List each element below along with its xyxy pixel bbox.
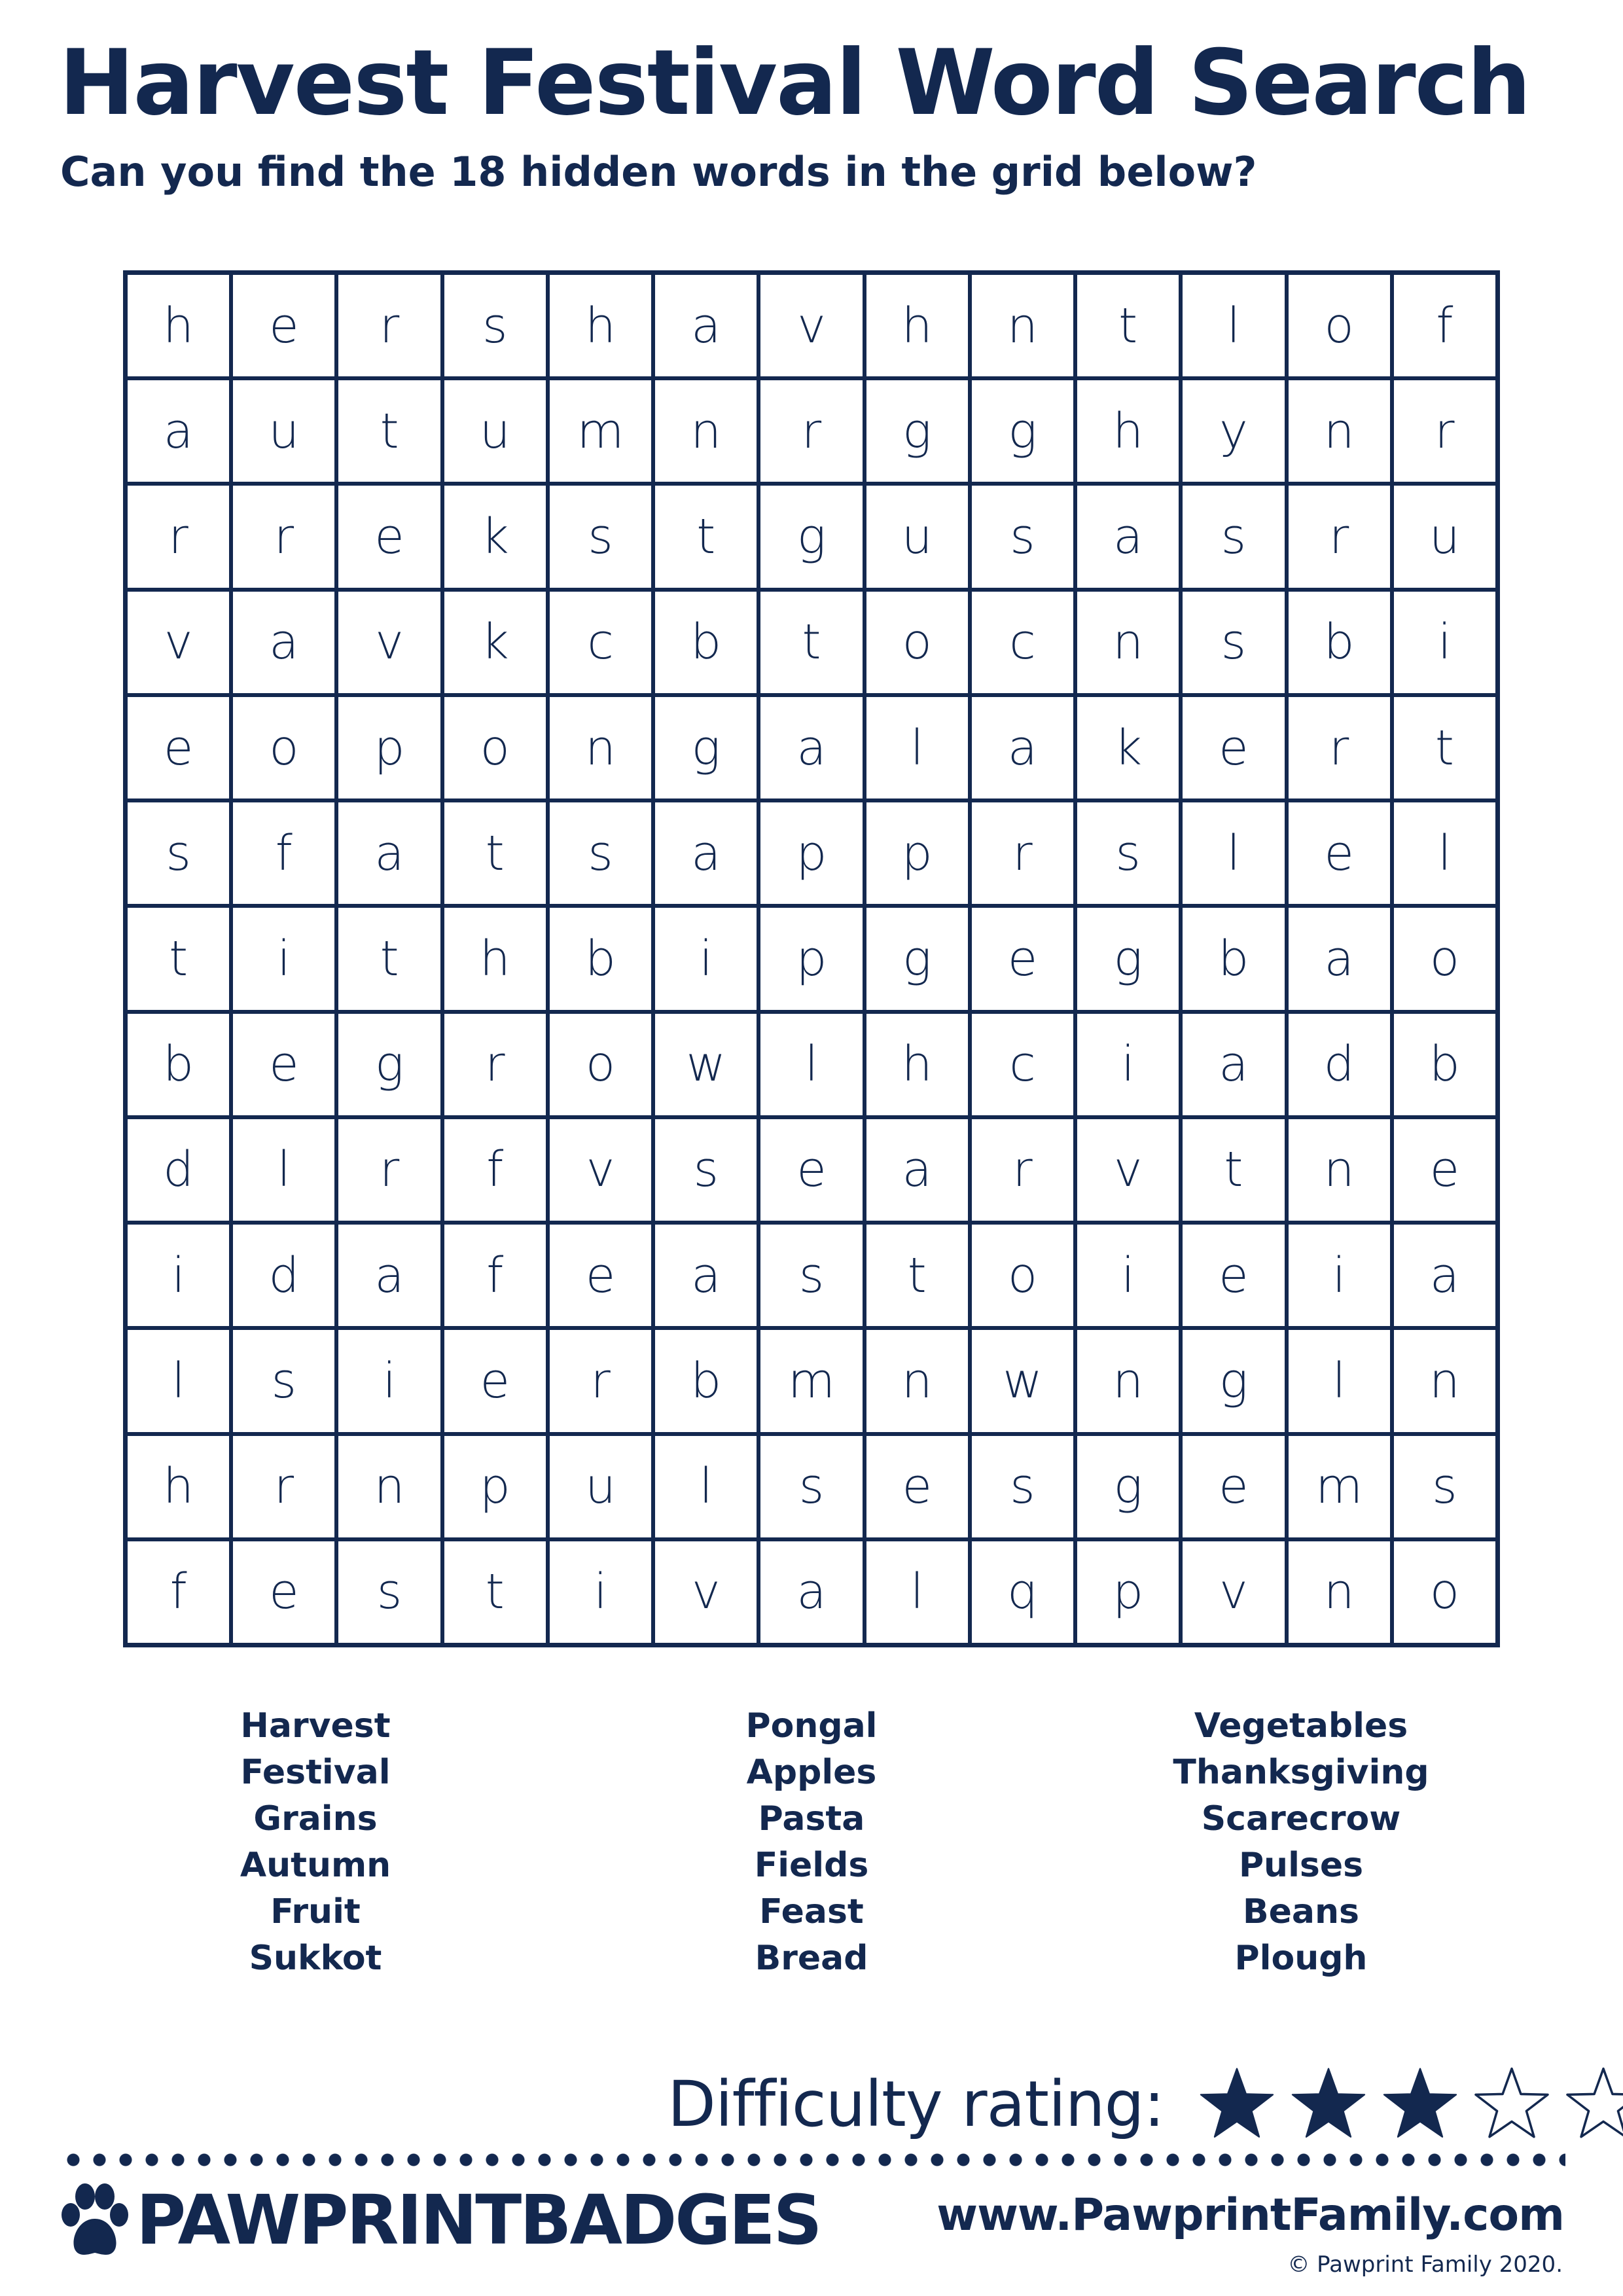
word-list-column-2 (641, 1703, 982, 1982)
grid-cell[interactable]: l (758, 1012, 864, 1117)
grid-cell[interactable]: r (758, 378, 864, 484)
grid-cell[interactable]: r (548, 1328, 653, 1433)
grid-cell[interactable]: l (231, 1117, 336, 1223)
grid-cell[interactable]: n (548, 695, 653, 800)
grid-cell[interactable]: a (1392, 1223, 1497, 1328)
grid-cell[interactable]: m (1287, 1434, 1392, 1539)
grid-cell[interactable]: o (442, 695, 548, 800)
grid-cell[interactable]: o (865, 590, 970, 695)
grid-cell[interactable]: g (865, 906, 970, 1011)
word-list-item: Pasta (758, 1799, 865, 1839)
grid-cell[interactable]: g (865, 378, 970, 484)
grid-cell[interactable]: t (442, 800, 548, 906)
word-list-column-3 (1131, 1703, 1471, 1982)
grid-cell[interactable]: a (970, 695, 1075, 800)
grid-cell[interactable]: v (653, 1539, 758, 1645)
grid-cell[interactable]: c (548, 590, 653, 695)
grid-cell[interactable]: r (126, 484, 231, 589)
grid-cell[interactable]: v (1181, 1539, 1286, 1645)
page-subtitle: Can you find the 18 hidden words in the grid below? (60, 148, 1257, 196)
brand-name: PAWPRINTBADGES (136, 2180, 821, 2260)
grid-cell[interactable]: e (1392, 1117, 1497, 1223)
word-list-item: Pongal (745, 1706, 878, 1746)
grid-cell[interactable]: v (758, 273, 864, 378)
difficulty-label: Difficulty rating: (668, 2068, 1164, 2141)
grid-cell[interactable]: i (1287, 1223, 1392, 1328)
grid-cell[interactable]: w (653, 1012, 758, 1117)
grid-cell[interactable]: g (970, 378, 1075, 484)
grid-cell[interactable]: i (336, 1328, 442, 1433)
grid-cell[interactable]: r (1392, 378, 1497, 484)
grid-cell[interactable]: n (1287, 1117, 1392, 1223)
star-filled-icon (1198, 2066, 1275, 2143)
grid-cell[interactable]: s (1392, 1434, 1497, 1539)
grid-cell[interactable]: d (126, 1117, 231, 1223)
grid-cell[interactable]: s (970, 1434, 1075, 1539)
grid-cell[interactable]: r (970, 1117, 1075, 1223)
grid-cell[interactable]: t (865, 1223, 970, 1328)
grid-cell[interactable]: t (336, 906, 442, 1011)
grid-cell[interactable]: h (126, 273, 231, 378)
grid-cell[interactable]: n (1075, 1328, 1181, 1433)
grid-cell[interactable]: i (1392, 590, 1497, 695)
word-list-item: Harvest (240, 1706, 391, 1746)
word-list-item: Bread (755, 1939, 868, 1978)
grid-cell[interactable]: n (1287, 378, 1392, 484)
word-list-column-1 (145, 1703, 486, 1982)
grid-cell[interactable]: t (1075, 273, 1181, 378)
grid-cell[interactable]: b (653, 1328, 758, 1433)
grid-cell[interactable]: t (442, 1539, 548, 1645)
grid-cell[interactable]: a (653, 1223, 758, 1328)
word-list-item: Fields (754, 1846, 869, 1885)
grid-cell[interactable]: v (336, 590, 442, 695)
grid-cell[interactable]: b (1181, 906, 1286, 1011)
grid-cell[interactable]: e (231, 273, 336, 378)
grid-cell[interactable]: s (336, 1539, 442, 1645)
grid-cell[interactable]: p (1075, 1539, 1181, 1645)
grid-cell[interactable]: e (231, 1539, 336, 1645)
grid-cell[interactable]: s (758, 1434, 864, 1539)
word-list-item: Pulses (1238, 1846, 1364, 1885)
grid-cell[interactable]: e (1181, 1434, 1286, 1539)
paw-icon (59, 2181, 130, 2259)
grid-cell[interactable]: t (758, 590, 864, 695)
grid-cell[interactable]: k (442, 484, 548, 589)
grid-cell[interactable]: h (1075, 378, 1181, 484)
grid-cell[interactable]: b (548, 906, 653, 1011)
grid-cell[interactable]: s (758, 1223, 864, 1328)
grid-cell[interactable]: s (1181, 590, 1286, 695)
grid-cell[interactable]: n (1287, 1539, 1392, 1645)
grid-cell[interactable]: a (758, 695, 864, 800)
word-list-item: Grains (253, 1799, 378, 1839)
grid-cell[interactable]: b (1287, 590, 1392, 695)
grid-cell[interactable]: a (231, 590, 336, 695)
dotted-divider (60, 2153, 1565, 2166)
grid-cell[interactable]: a (758, 1539, 864, 1645)
grid-cell[interactable]: s (653, 1117, 758, 1223)
grid-cell[interactable]: b (653, 590, 758, 695)
grid-cell[interactable]: e (442, 1328, 548, 1433)
word-list-item: Feast (759, 1892, 864, 1931)
star-empty-icon (1565, 2066, 1623, 2143)
grid-cell[interactable]: w (970, 1328, 1075, 1433)
grid-cell[interactable]: u (442, 378, 548, 484)
grid-cell[interactable]: l (1392, 800, 1497, 906)
grid-cell[interactable]: l (865, 695, 970, 800)
grid-cell[interactable]: h (126, 1434, 231, 1539)
grid-cell[interactable]: i (1075, 1012, 1181, 1117)
grid-cell[interactable]: n (653, 378, 758, 484)
grid-cell[interactable]: n (336, 1434, 442, 1539)
grid-cell[interactable]: e (1181, 695, 1286, 800)
grid-cell[interactable]: s (1075, 800, 1181, 906)
grid-cell[interactable]: h (865, 273, 970, 378)
grid-cell[interactable]: y (1181, 378, 1286, 484)
word-list-item: Vegetables (1194, 1706, 1408, 1746)
grid-cell[interactable]: p (758, 906, 864, 1011)
grid-cell[interactable]: a (653, 273, 758, 378)
grid-cell[interactable]: h (442, 906, 548, 1011)
grid-cell[interactable]: e (1181, 1223, 1286, 1328)
star-filled-icon (1382, 2066, 1459, 2143)
grid-cell[interactable]: n (1392, 1328, 1497, 1433)
grid-cell[interactable]: a (126, 378, 231, 484)
grid-cell[interactable]: m (758, 1328, 864, 1433)
grid-cell[interactable]: i (548, 1539, 653, 1645)
grid-cell[interactable]: e (126, 695, 231, 800)
star-filled-icon (1290, 2066, 1367, 2143)
grid-cell[interactable]: o (1392, 906, 1497, 1011)
grid-cell[interactable]: e (865, 1434, 970, 1539)
grid-cell[interactable]: d (231, 1223, 336, 1328)
grid-cell[interactable]: i (653, 906, 758, 1011)
grid-cell[interactable]: v (1075, 1117, 1181, 1223)
grid-cell[interactable]: s (970, 484, 1075, 589)
word-list-item: Beans (1243, 1892, 1359, 1931)
grid-cell[interactable]: g (653, 695, 758, 800)
word-list-item: Fruit (270, 1892, 361, 1931)
word-list-item: Apples (746, 1753, 877, 1792)
grid-cell[interactable]: e (1287, 800, 1392, 906)
grid-cell[interactable]: t (126, 906, 231, 1011)
grid-cell[interactable]: u (548, 1434, 653, 1539)
grid-cell[interactable]: l (126, 1328, 231, 1433)
grid-cell[interactable]: l (865, 1539, 970, 1645)
grid-cell[interactable]: p (442, 1434, 548, 1539)
grid-cell[interactable]: i (1075, 1223, 1181, 1328)
grid-cell[interactable]: s (548, 484, 653, 589)
grid-cell[interactable]: v (548, 1117, 653, 1223)
grid-cell[interactable]: l (1181, 800, 1286, 906)
grid-cell[interactable]: f (442, 1223, 548, 1328)
letter-grid (123, 270, 1500, 1647)
grid-cell[interactable]: s (1181, 484, 1286, 589)
grid-cell[interactable]: b (1392, 1012, 1497, 1117)
grid-cell[interactable]: n (865, 1328, 970, 1433)
grid-cell[interactable]: o (1392, 1539, 1497, 1645)
grid-cell[interactable]: r (1287, 695, 1392, 800)
grid-cell[interactable]: g (1075, 1434, 1181, 1539)
grid-cell[interactable]: k (442, 590, 548, 695)
difficulty-rating (668, 2068, 1623, 2140)
grid-cell[interactable]: a (336, 800, 442, 906)
grid-cell[interactable]: h (865, 1012, 970, 1117)
grid-cell[interactable]: a (865, 1117, 970, 1223)
grid-cell[interactable]: o (970, 1223, 1075, 1328)
grid-cell[interactable]: e (231, 1012, 336, 1117)
grid-cell[interactable]: a (653, 800, 758, 906)
difficulty-stars (1184, 2066, 1623, 2143)
grid-cell[interactable]: s (126, 800, 231, 906)
word-list-item: Scarecrow (1201, 1799, 1401, 1839)
grid-cell[interactable]: o (231, 695, 336, 800)
grid-cell[interactable]: d (1287, 1012, 1392, 1117)
grid-cell[interactable]: r (336, 1117, 442, 1223)
grid-cell[interactable]: g (758, 484, 864, 589)
grid-cell[interactable]: p (758, 800, 864, 906)
grid-cell[interactable]: r (970, 800, 1075, 906)
grid-cell[interactable]: c (970, 1012, 1075, 1117)
grid-cell[interactable]: t (336, 378, 442, 484)
grid-cell[interactable]: o (548, 1012, 653, 1117)
grid-cell[interactable]: e (970, 906, 1075, 1011)
grid-cell[interactable]: f (442, 1117, 548, 1223)
grid-cell[interactable]: a (1181, 1012, 1286, 1117)
grid-cell[interactable]: u (1392, 484, 1497, 589)
grid-cell[interactable]: t (653, 484, 758, 589)
grid-cell[interactable]: a (1075, 484, 1181, 589)
word-list-item: Sukkot (249, 1939, 382, 1978)
grid-cell[interactable]: g (336, 1012, 442, 1117)
grid-cell[interactable]: a (1287, 906, 1392, 1011)
grid-cell[interactable]: e (336, 484, 442, 589)
grid-cell[interactable]: u (865, 484, 970, 589)
grid-cell[interactable]: i (231, 906, 336, 1011)
grid-cell[interactable]: g (1181, 1328, 1286, 1433)
grid-cell[interactable]: r (231, 1434, 336, 1539)
brand-logo (59, 2181, 821, 2259)
grid-cell[interactable]: f (126, 1539, 231, 1645)
word-list-item: Autumn (240, 1846, 391, 1885)
grid-cell[interactable]: r (336, 273, 442, 378)
grid-cell[interactable]: k (1075, 695, 1181, 800)
grid-cell[interactable]: p (336, 695, 442, 800)
grid-cell[interactable]: g (1075, 906, 1181, 1011)
grid-cell[interactable]: e (548, 1223, 653, 1328)
grid-cell[interactable]: s (548, 800, 653, 906)
grid-cell[interactable]: v (126, 590, 231, 695)
grid-cell[interactable]: l (1181, 273, 1286, 378)
grid-cell[interactable]: a (336, 1223, 442, 1328)
grid-cell[interactable]: c (970, 590, 1075, 695)
word-list-item: Festival (240, 1753, 391, 1792)
grid-cell[interactable]: l (1287, 1328, 1392, 1433)
grid-cell[interactable]: t (1392, 695, 1497, 800)
grid-cell[interactable]: m (548, 378, 653, 484)
grid-cell[interactable]: i (126, 1223, 231, 1328)
grid-cell[interactable]: r (231, 484, 336, 589)
grid-cell[interactable]: h (548, 273, 653, 378)
grid-cell[interactable]: l (653, 1434, 758, 1539)
grid-cell[interactable]: o (1287, 273, 1392, 378)
grid-cell[interactable]: e (758, 1117, 864, 1223)
website-link[interactable]: www.PawprintFamily.com (936, 2189, 1564, 2241)
word-list-item: Thanksgiving (1173, 1753, 1429, 1792)
grid-cell[interactable]: u (231, 378, 336, 484)
grid-cell[interactable]: r (442, 1012, 548, 1117)
grid-cell[interactable]: s (231, 1328, 336, 1433)
grid-cell[interactable]: t (1181, 1117, 1286, 1223)
grid-cell[interactable]: b (126, 1012, 231, 1117)
star-empty-icon (1473, 2066, 1550, 2143)
grid-cell[interactable]: n (1075, 590, 1181, 695)
grid-cell[interactable]: f (1392, 273, 1497, 378)
grid-cell[interactable]: n (970, 273, 1075, 378)
word-list-item: Plough (1234, 1939, 1368, 1978)
grid-cell[interactable]: q (970, 1539, 1075, 1645)
grid-cell[interactable]: s (442, 273, 548, 378)
grid-cell[interactable]: r (1287, 484, 1392, 589)
grid-cell[interactable]: p (865, 800, 970, 906)
copyright-notice: © Pawprint Family 2020. (1287, 2251, 1563, 2278)
grid-cell[interactable]: f (231, 800, 336, 906)
page-title: Harvest Festival Word Search (59, 30, 1530, 135)
